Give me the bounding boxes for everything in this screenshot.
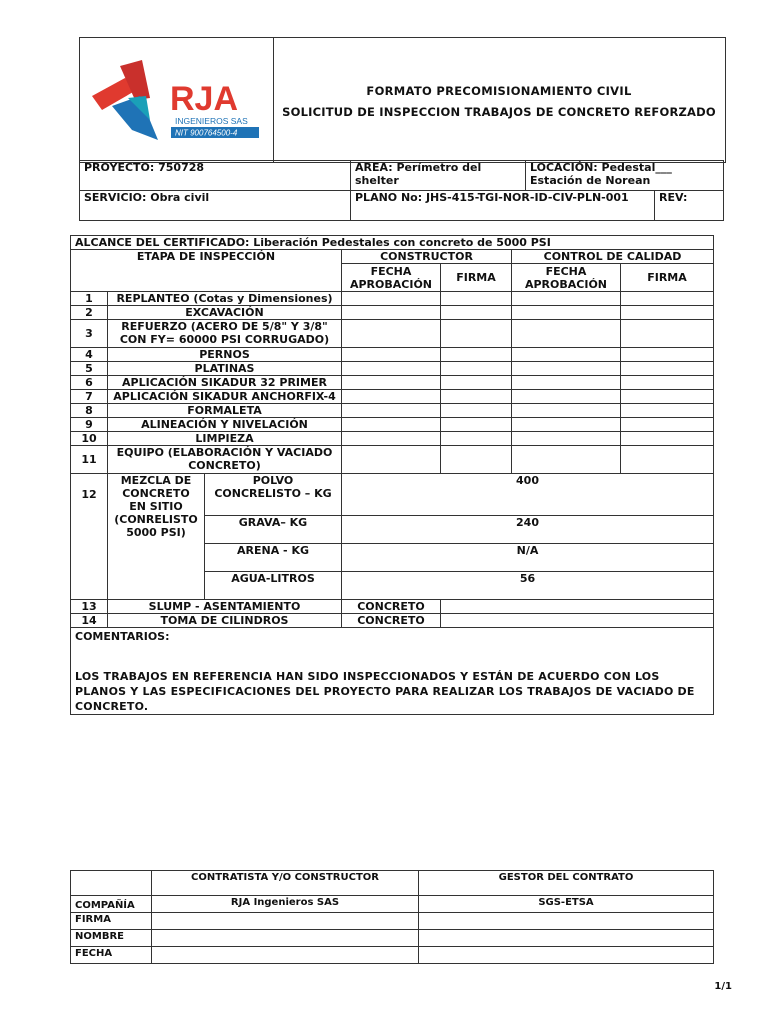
table-row (71, 446, 714, 474)
stage-value: CONCRETO (342, 614, 441, 628)
blank-cell (512, 292, 621, 306)
row-number: 10 (71, 432, 108, 446)
blank-cell (621, 306, 714, 320)
blank-cell (342, 362, 441, 376)
blank-cell (512, 432, 621, 446)
table-row (71, 292, 714, 306)
area-cell: AREA: Perímetro del shelter (351, 161, 526, 191)
blank-cell (441, 292, 512, 306)
blank-cell (621, 362, 714, 376)
table-row (71, 306, 714, 320)
fecha-contratista (152, 947, 419, 964)
compania-label: COMPAÑÍA (71, 896, 152, 913)
blank-cell (441, 404, 512, 418)
blank-cell (441, 600, 714, 614)
blank-cell (441, 390, 512, 404)
fecha-gestor (419, 947, 714, 964)
compania-gestor: SGS-ETSA (419, 896, 714, 913)
blank-cell (512, 390, 621, 404)
blank-cell (342, 306, 441, 320)
blank-cell (621, 446, 714, 474)
blank-cell (621, 376, 714, 390)
signature-table (70, 870, 714, 964)
page-number: 1/1 (714, 981, 732, 992)
svg-text:NIT 900764500-4: NIT 900764500-4 (175, 128, 238, 138)
firma-gestor (419, 913, 714, 930)
rev-cell: REV: (655, 191, 724, 221)
row-number: 8 (71, 404, 108, 418)
mezcla-item-label: GRAVA– KG (205, 516, 342, 544)
comentarios-cell (71, 628, 714, 715)
row-number: 13 (71, 600, 108, 614)
row-number: 12 (71, 474, 108, 600)
row-number: 3 (71, 320, 108, 348)
nombre-contratista (152, 930, 419, 947)
stage-label: LIMPIEZA (108, 432, 342, 446)
gestor-header: GESTOR DEL CONTRATO (419, 871, 714, 896)
blank-cell (621, 348, 714, 362)
table-row (71, 404, 714, 418)
blank-cell (71, 871, 152, 896)
svg-text:INGENIEROS SAS: INGENIEROS SAS (175, 116, 248, 126)
blank-cell (621, 320, 714, 348)
row-number: 2 (71, 306, 108, 320)
svg-text:RJA: RJA (170, 80, 239, 118)
row-number: 14 (71, 614, 108, 628)
mezcla-item-value: 400 (342, 474, 714, 516)
mezcla-item-label: POLVO CONCRELISTO – KG (205, 474, 342, 516)
mezcla-item-value: 240 (342, 516, 714, 544)
alcance-cell: ALCANCE DEL CERTIFICADO: Liberación Pedestales con concreto de 5000 PSI (71, 236, 714, 250)
blank-cell (441, 418, 512, 432)
row-number: 9 (71, 418, 108, 432)
blank-cell (342, 418, 441, 432)
firma-contratista (152, 913, 419, 930)
row-number: 7 (71, 390, 108, 404)
blank-cell (441, 376, 512, 390)
blank-cell (512, 404, 621, 418)
blank-cell (441, 446, 512, 474)
stage-label: REFUERZO (ACERO DE 5/8" Y 3/8" CON FY= 60000 PSI CORRUGADO) (108, 320, 342, 348)
blank-cell (441, 306, 512, 320)
constructor-header: CONSTRUCTOR (342, 250, 512, 264)
stage-label: REPLANTEO (Cotas y Dimensiones) (108, 292, 342, 306)
stage-label: EXCAVACIÓN (108, 306, 342, 320)
stage-label: TOMA DE CILINDROS (108, 614, 342, 628)
blank-cell (621, 292, 714, 306)
servicio-cell: SERVICIO: Obra civil (80, 191, 351, 221)
blank-cell (621, 390, 714, 404)
inspection-table (70, 235, 714, 715)
table-row (71, 320, 714, 348)
firma-header: FIRMA (621, 264, 714, 292)
stage-label: PERNOS (108, 348, 342, 362)
rja-logo-icon (80, 38, 273, 162)
blank-cell (512, 446, 621, 474)
comentarios-text: LOS TRABAJOS EN REFERENCIA HAN SIDO INSPECCIONADOS Y ESTÁN DE ACUERDO CON LOS PLANOS Y LAS ESPECIFICACIONES DEL PROYECTO PARA REALIZAR LOS TRABAJOS DE VACIADO DE CONCRETO. (75, 670, 695, 713)
row-number: 6 (71, 376, 108, 390)
firma-label: FIRMA (71, 913, 152, 930)
row-number: 4 (71, 348, 108, 362)
table-row (71, 432, 714, 446)
stage-label: APLICACIÓN SIKADUR ANCHORFIX-4 (108, 390, 342, 404)
blank-cell (512, 418, 621, 432)
compania-contratista: RJA Ingenieros SAS (152, 896, 419, 913)
table-row (71, 362, 714, 376)
locacion-cell: LOCACIÓN: Pedestal___ Estación de Norean (526, 161, 724, 191)
blank-cell (441, 432, 512, 446)
fecha-aprobacion-header: FECHA APROBACIÓN (512, 264, 621, 292)
stage-value: CONCRETO (342, 600, 441, 614)
blank-cell (342, 320, 441, 348)
etapa-header: ETAPA DE INSPECCIÓN (71, 250, 342, 292)
blank-cell (441, 614, 714, 628)
nombre-label: NOMBRE (71, 930, 152, 947)
blank-cell (441, 348, 512, 362)
blank-cell (621, 432, 714, 446)
stage-label: FORMALETA (108, 404, 342, 418)
stage-label: ALINEACIÓN Y NIVELACIÓN (108, 418, 342, 432)
form-subtitle: SOLICITUD DE INSPECCION TRABAJOS DE CONCRETO REFORZADO (282, 105, 716, 119)
plano-cell: PLANO No: JHS-415-TGI-NOR-ID-CIV-PLN-001 (351, 191, 655, 221)
stage-label: SLUMP - ASENTAMIENTO (108, 600, 342, 614)
table-row (71, 418, 714, 432)
blank-cell (512, 306, 621, 320)
blank-cell (512, 320, 621, 348)
blank-cell (621, 418, 714, 432)
comentarios-label: COMENTARIOS: (75, 630, 170, 643)
blank-cell (342, 390, 441, 404)
fecha-aprobacion-header: FECHA APROBACIÓN (342, 264, 441, 292)
project-info-table (79, 160, 724, 221)
blank-cell (621, 404, 714, 418)
company-logo (80, 38, 274, 162)
blank-cell (342, 292, 441, 306)
blank-cell (342, 348, 441, 362)
contratista-header: CONTRATISTA Y/O CONSTRUCTOR (152, 871, 419, 896)
blank-cell (342, 432, 441, 446)
blank-cell (441, 320, 512, 348)
stage-label: EQUIPO (ELABORACIÓN Y VACIADO CONCRETO) (108, 446, 342, 474)
fecha-label: FECHA (71, 947, 152, 964)
mezcla-item-label: AGUA-LITROS (205, 572, 342, 600)
stage-label: APLICACIÓN SIKADUR 32 PRIMER (108, 376, 342, 390)
stage-label: PLATINAS (108, 362, 342, 376)
blank-cell (342, 376, 441, 390)
control-header: CONTROL DE CALIDAD (512, 250, 714, 264)
table-row (71, 390, 714, 404)
mezcla-item-value: N/A (342, 544, 714, 572)
blank-cell (512, 362, 621, 376)
table-row (71, 348, 714, 362)
document-header (79, 37, 726, 163)
table-row (71, 376, 714, 390)
blank-cell (342, 446, 441, 474)
mezcla-item-label: ARENA - KG (205, 544, 342, 572)
firma-header: FIRMA (441, 264, 512, 292)
nombre-gestor (419, 930, 714, 947)
row-number: 11 (71, 446, 108, 474)
form-title: FORMATO PRECOMISIONAMIENTO CIVIL (366, 84, 632, 98)
blank-cell (441, 362, 512, 376)
mezcla-item-value: 56 (342, 572, 714, 600)
blank-cell (342, 404, 441, 418)
row-number: 1 (71, 292, 108, 306)
blank-cell (512, 376, 621, 390)
mezcla-label: MEZCLA DE CONCRETO EN SITIO (CONRELISTO 5000 PSI) (108, 474, 205, 600)
proyecto-cell: PROYECTO: 750728 (80, 161, 351, 191)
blank-cell (512, 348, 621, 362)
row-number: 5 (71, 362, 108, 376)
